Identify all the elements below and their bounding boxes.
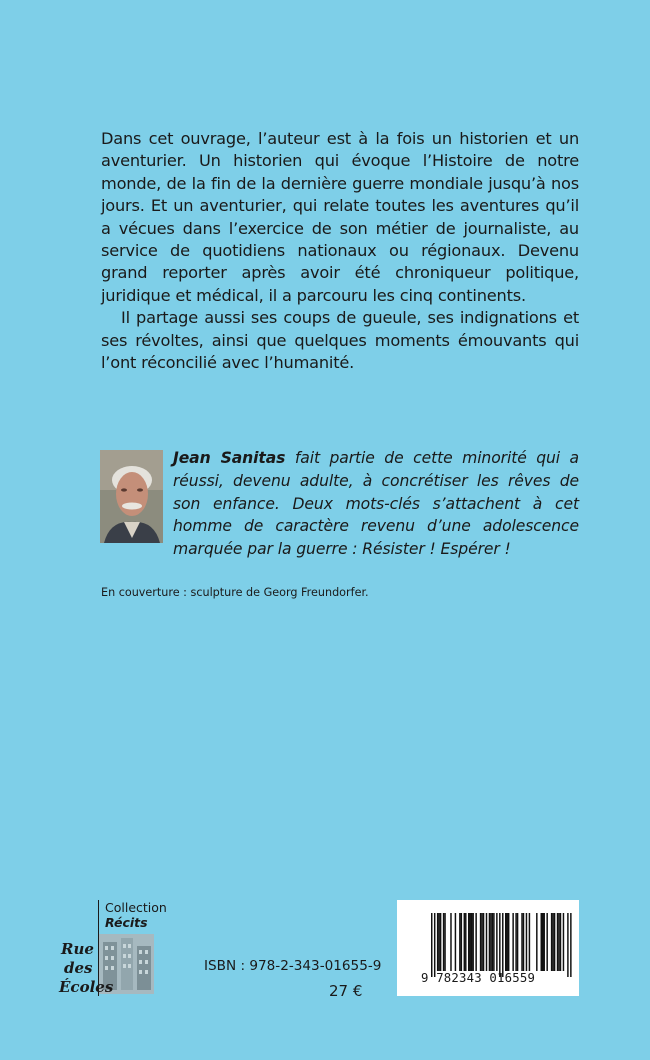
barcode-bar bbox=[450, 913, 451, 971]
barcode-bar bbox=[492, 913, 493, 971]
barcode-bar bbox=[461, 913, 462, 971]
barcode-bar bbox=[502, 913, 503, 977]
publisher-logo-word-3: Écoles bbox=[59, 978, 114, 996]
barcode-bar bbox=[496, 913, 497, 971]
barcode-bar bbox=[536, 913, 537, 971]
cover-credit: En couverture : sculpture de Georg Freundorfer. bbox=[101, 586, 369, 599]
barcode-bar bbox=[468, 913, 469, 971]
barcode-bar bbox=[505, 913, 506, 971]
barcode-bar bbox=[526, 913, 527, 971]
barcode-bar bbox=[486, 913, 487, 971]
barcode-bar bbox=[560, 913, 561, 971]
barcode-bar bbox=[443, 913, 444, 971]
barcode-bar bbox=[529, 913, 530, 971]
barcode-bar bbox=[483, 913, 484, 971]
barcode-bar bbox=[546, 913, 547, 971]
barcode-bar bbox=[481, 913, 482, 971]
barcode-bar bbox=[506, 913, 507, 971]
author-bio-text: fait partie de cette minorité qui a réussi, devenu adulte, à concrétiser les rêves de son enfance. Deux mots-clés s’attachent à cet homme de caractère revenu d’une adolescence marquée par la guerre : Résister ! Espérer ! bbox=[173, 449, 579, 559]
isbn: ISBN : 978-2-343-01655-9 bbox=[204, 958, 382, 974]
barcode-bar bbox=[480, 913, 481, 971]
collection-name: Récits bbox=[105, 915, 148, 930]
barcode-bar bbox=[465, 913, 466, 971]
barcode-bar bbox=[499, 913, 500, 977]
blurb-paragraph-2: Il partage aussi ses coups de gueule, ses indignations et ses révoltes, ainsi que quelques moments émouvants qui l’ont réconcilié avec l’humanité. bbox=[101, 308, 579, 373]
barcode-bar bbox=[438, 913, 439, 971]
barcode-bar bbox=[472, 913, 473, 971]
barcode-bar bbox=[459, 913, 460, 971]
barcode-bar bbox=[440, 913, 441, 971]
barcode-bar bbox=[490, 913, 491, 971]
barcode-bar bbox=[431, 913, 432, 977]
barcode-bar bbox=[508, 913, 509, 971]
barcode-bar bbox=[489, 913, 490, 971]
barcode-bar bbox=[567, 913, 568, 977]
author-bio bbox=[173, 447, 579, 561]
barcode-bar bbox=[558, 913, 559, 971]
publisher-logo-word-2: des bbox=[64, 959, 93, 977]
barcode-bar bbox=[542, 913, 543, 971]
barcode-bar bbox=[541, 913, 542, 971]
barcode-bar bbox=[543, 913, 544, 971]
back-cover-blurb bbox=[101, 128, 579, 374]
barcode-bar bbox=[552, 913, 553, 971]
barcode-bar bbox=[563, 913, 564, 971]
barcode-bar bbox=[464, 913, 465, 971]
barcode bbox=[397, 900, 579, 996]
barcode-bar bbox=[493, 913, 494, 971]
barcode-bar bbox=[512, 913, 513, 971]
barcode-bar bbox=[551, 913, 552, 971]
collection-label: Collection bbox=[105, 900, 167, 915]
barcode-bar bbox=[523, 913, 524, 971]
barcode-bar bbox=[455, 913, 456, 971]
author-name: Jean Sanitas bbox=[173, 449, 286, 467]
publisher-logo-word-1: Rue bbox=[61, 940, 94, 958]
barcode-digits: 9 782343 016559 bbox=[421, 971, 536, 985]
collection-block bbox=[59, 900, 167, 996]
barcode-bar bbox=[515, 913, 516, 971]
barcode-bar bbox=[444, 913, 445, 971]
barcode-bar bbox=[521, 913, 522, 971]
barcode-bar bbox=[557, 913, 558, 971]
barcode-bar bbox=[434, 913, 435, 977]
blurb-paragraph-1: Dans cet ouvrage, l’auteur est à la fois un historien et un aventurier. Un historien qui évoque l’Histoire de notre monde, de la fin de la dernière guerre mondiale jusqu’à nos jours. Et un aventurier, qui relate toutes les aventures qu’il a vécues dans l’exercice de son métier de journaliste, au service de quotidiens nationaux ou régionaux. Devenu grand reporter après avoir été chroniqueur politique, juridique et médical, il a parcouru les cinq continents. bbox=[101, 129, 579, 305]
barcode-bar bbox=[517, 913, 518, 971]
barcode-bar bbox=[554, 913, 555, 971]
barcode-bar bbox=[475, 913, 476, 971]
price: 27 € bbox=[329, 982, 363, 1000]
author-photo bbox=[100, 450, 163, 543]
barcode-bar bbox=[570, 913, 571, 977]
barcode-bar bbox=[469, 913, 470, 971]
barcode-bar bbox=[471, 913, 472, 971]
barcode-bar bbox=[437, 913, 438, 971]
